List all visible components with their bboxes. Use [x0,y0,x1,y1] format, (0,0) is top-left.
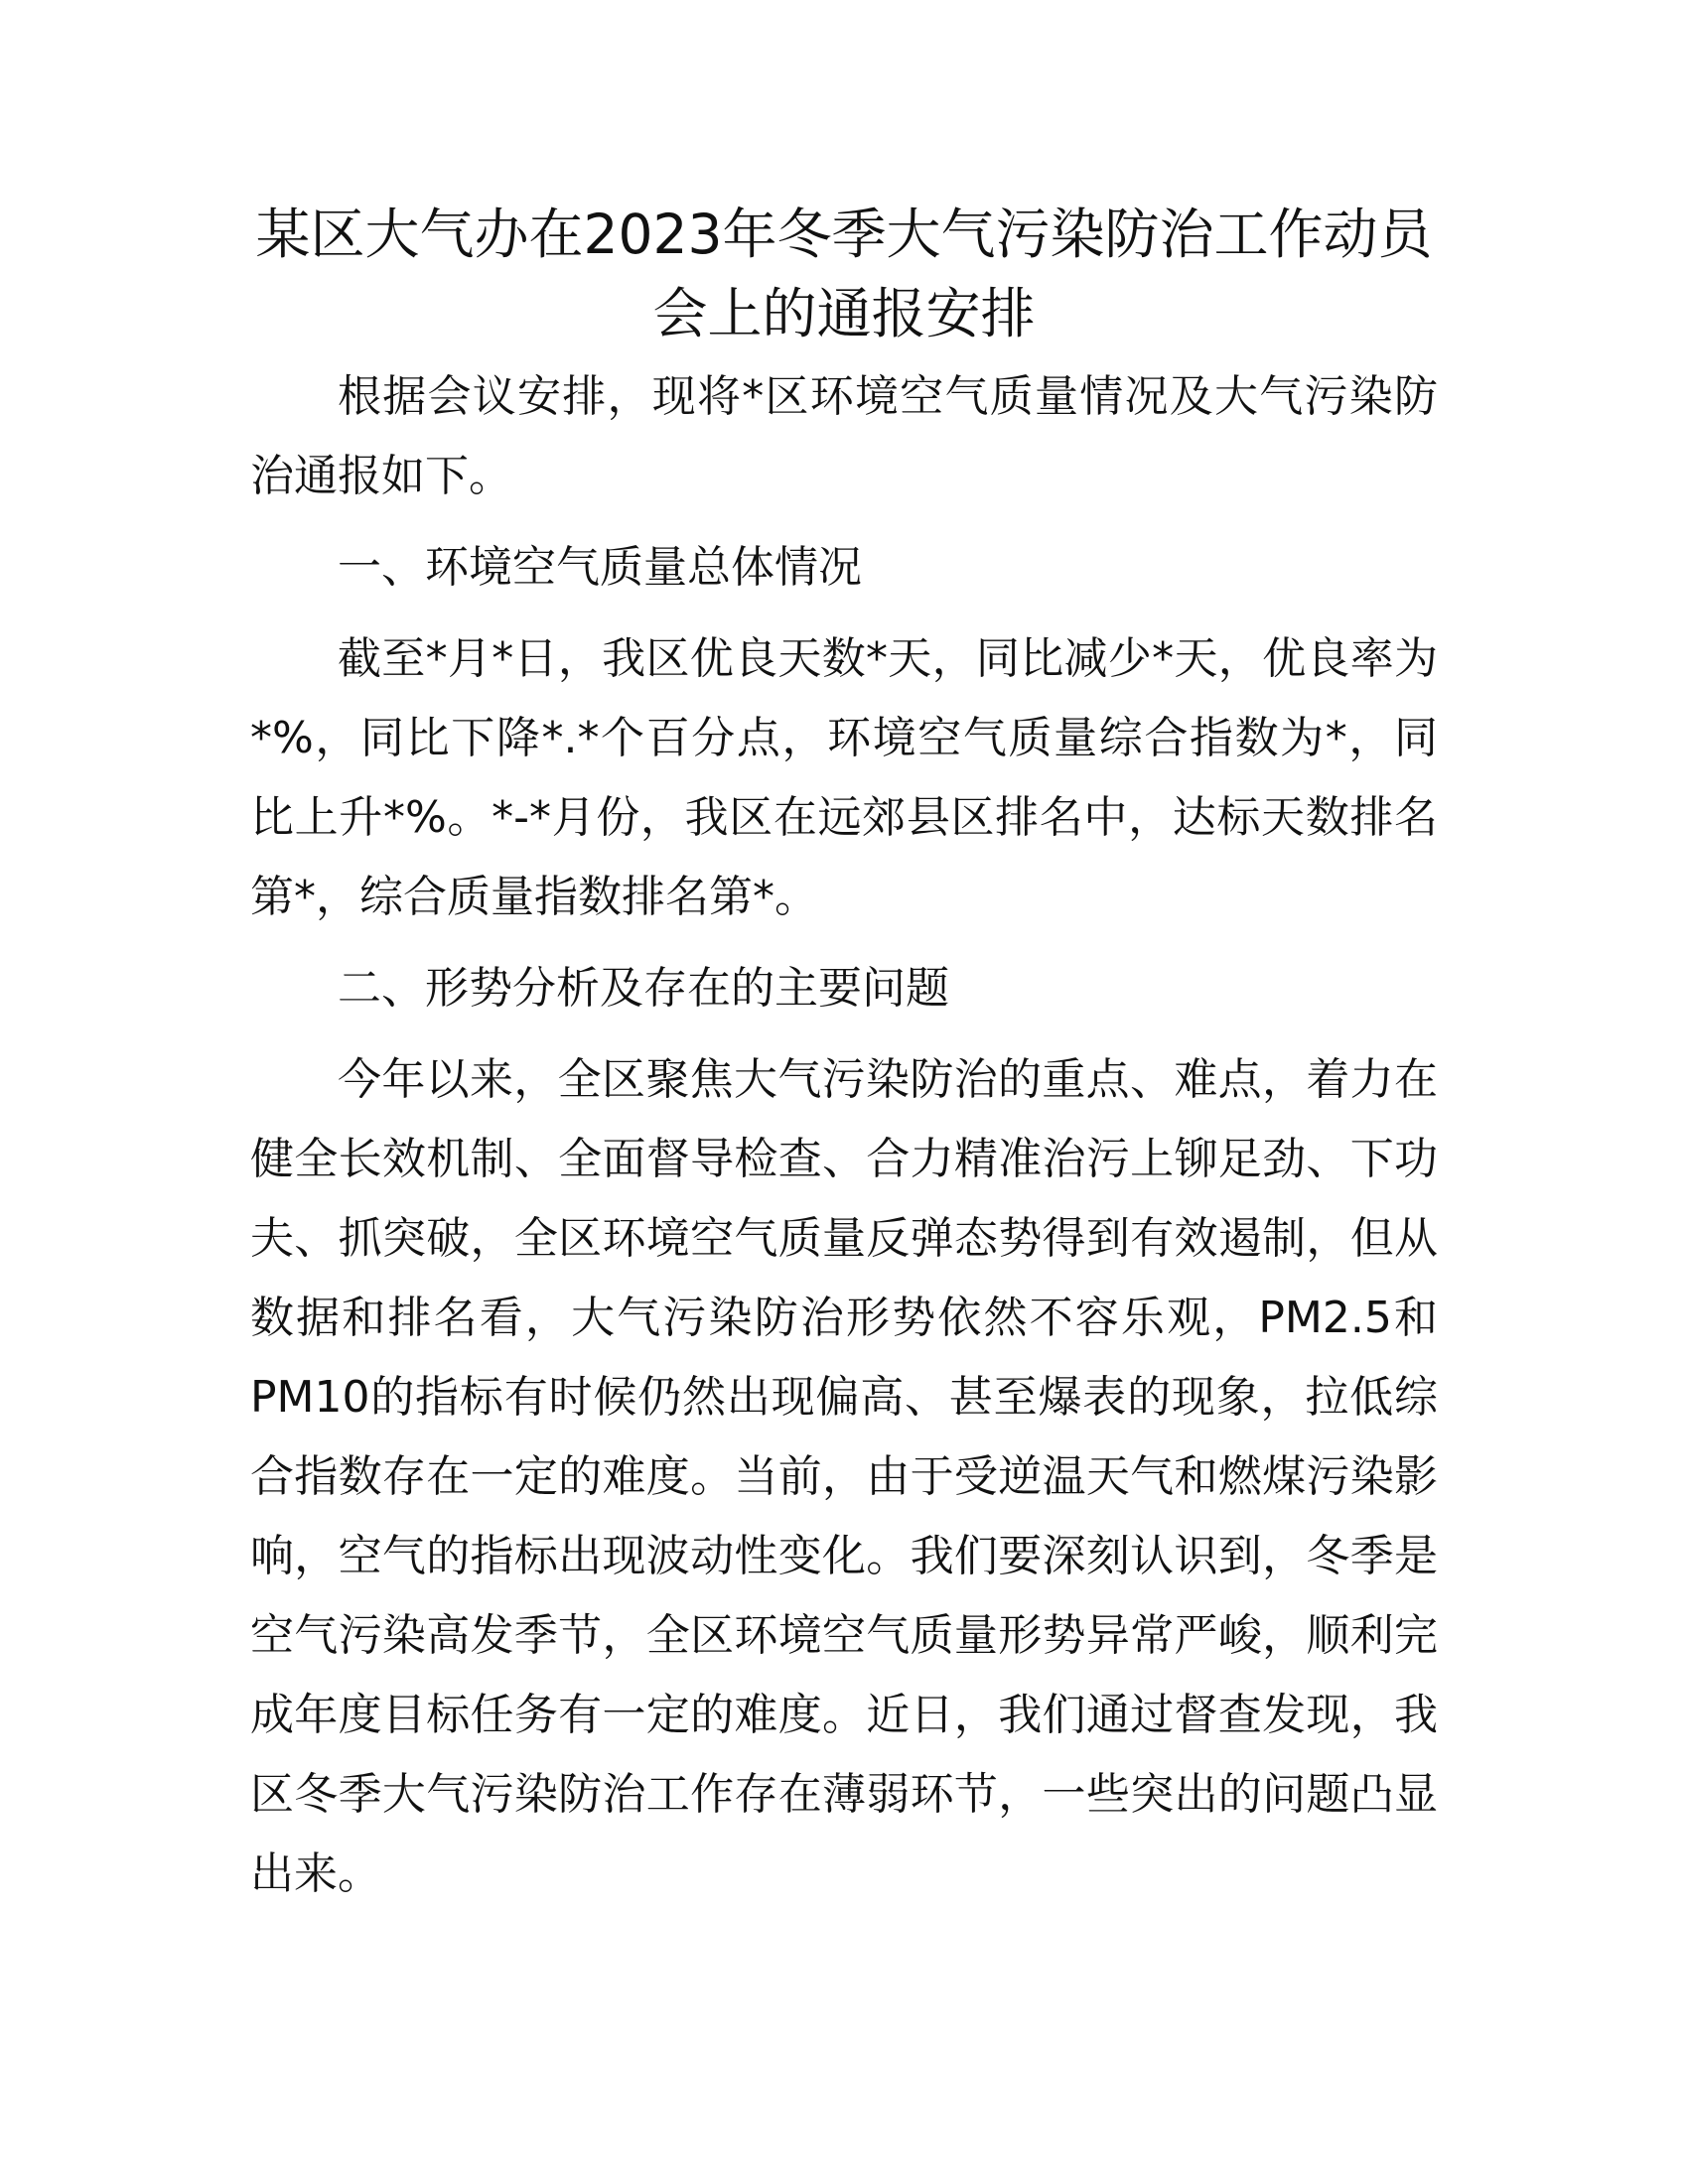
section-1-heading: 一、环境空气质量总体情况 [338,542,862,593]
document-title: 某区大气办在2023年冬季大气污染防治工作动员会上的通报安排 [255,203,1433,345]
section-1-paragraph: 截至*月*日，我区优良天数*天，同比减少*天，优良率为*%，同比下降*.*个百分点，环境空气质量综合指数为*，同比上升*%。*-*月份，我区在远郊县区排名中，达标天数排名第*，综合质量指数排名第*。 [250,633,1438,922]
document-body [250,357,1438,1914]
section-2-paragraph: 今年以来，全区聚焦大气污染防治的重点、难点，着力在健全长效机制、全面督导检查、合力精准治污上铆足劲、下功夫、抓突破，全区环境空气质量反弹态势得到有效遏制，但从数据和排名看，大气污染防治形势依然不容乐观，PM2.5和PM10的指标有时候仍然出现偏高、甚至爆表的现象，拉低综合指数存在一定的难度。当前，由于受逆温天气和燃煤污染影响，空气的指标出现波动性变化。我们要深刻认识到，冬季是空气污染高发季节，全区环境空气质量形势异常严峻，顺利完成年度目标任务有一定的难度。近日，我们通过督查发现，我区冬季大气污染防治工作存在薄弱环节，一些突出的问题凸显出来。 [250,1054,1438,1899]
section-2-heading: 二、形势分析及存在的主要问题 [338,963,949,1014]
document-content [250,195,1438,1914]
intro-paragraph: 根据会议安排，现将*区环境空气质量情况及大气污染防治通报如下。 [250,371,1438,501]
